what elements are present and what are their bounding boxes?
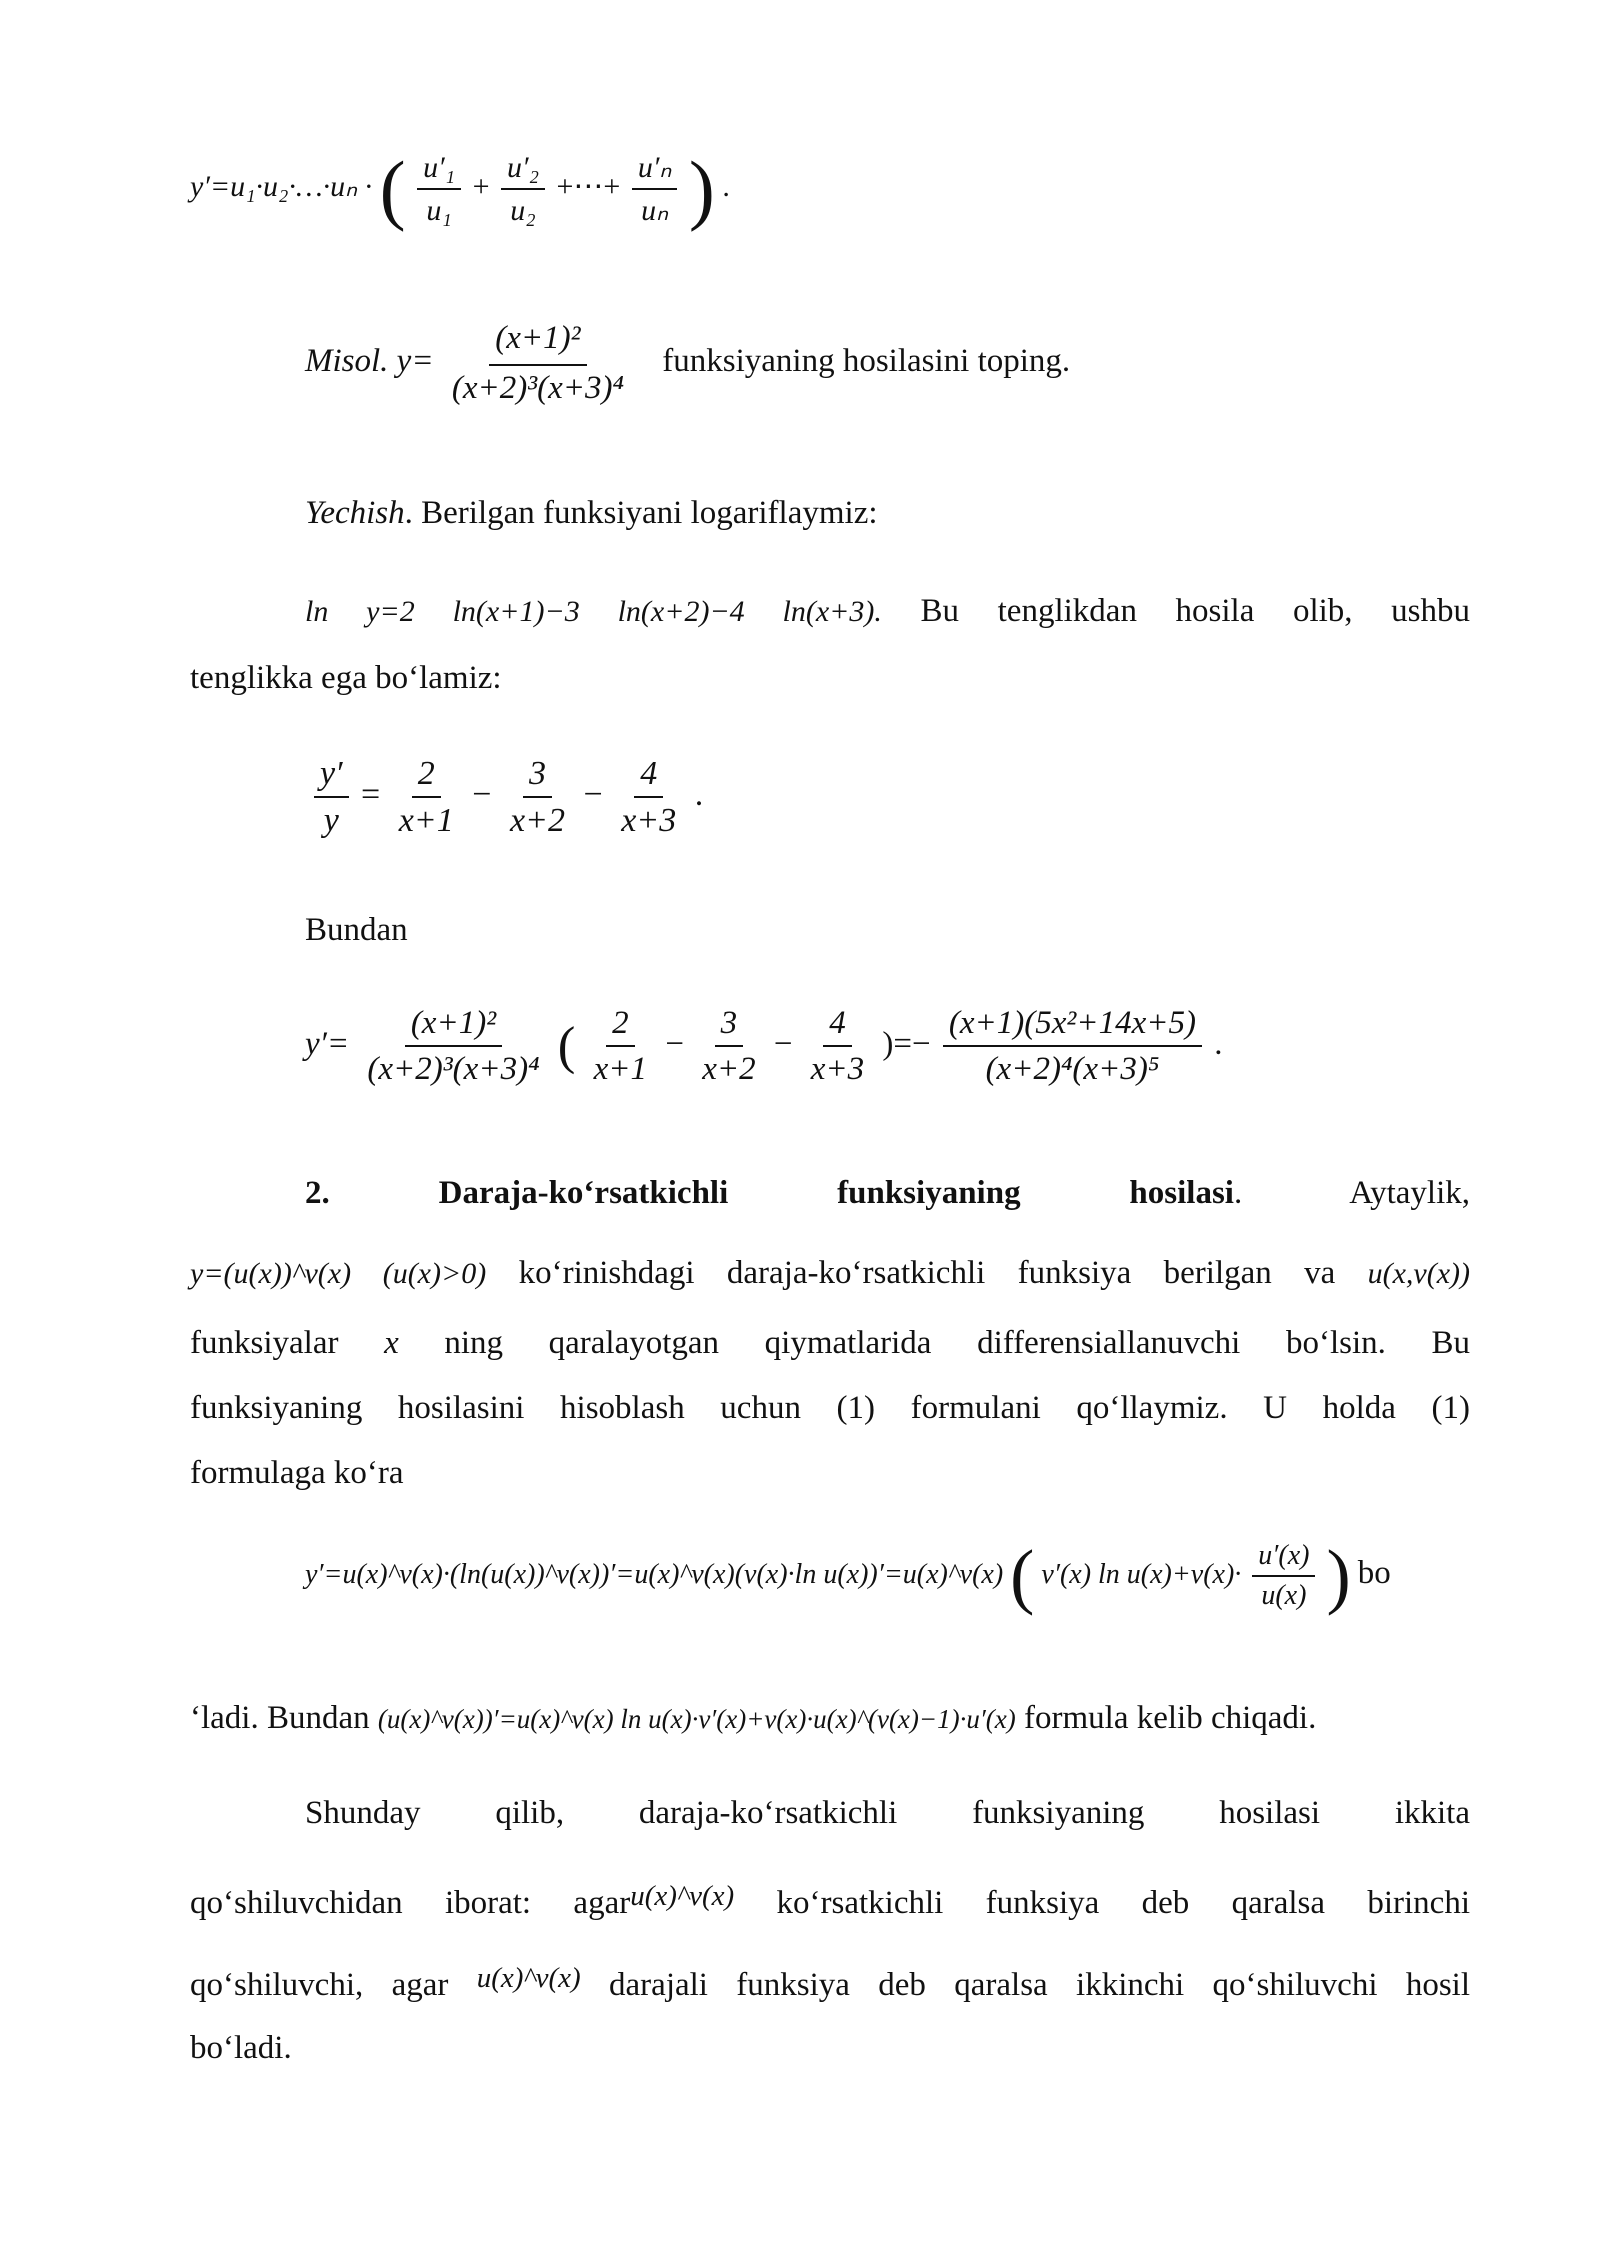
close-eq-neg: )=−: [882, 1025, 931, 1062]
result-t1-fraction: [588, 1005, 653, 1088]
lhs-den: y: [323, 802, 339, 840]
section2-after-title: . Aytaylik,: [1233, 1175, 1470, 1211]
lhs-fraction: [314, 755, 349, 840]
final-line3b: darajali funksiya deb qaralsa ikkinchi qo‘shiluvchi hosil: [609, 1967, 1471, 2003]
final-line2b: ko‘rsatkichli funksiya deb qaralsa birinchi: [776, 1885, 1470, 1921]
term1-fraction: [393, 755, 460, 840]
section2-formula2: u(x,v(x)): [1367, 1257, 1471, 1290]
fraction-2: [501, 151, 545, 227]
result-a-fraction: [361, 1005, 545, 1088]
term2-fraction: [504, 755, 571, 840]
result-t1-den: x+1: [593, 1051, 648, 1088]
section2-heading-line: [305, 1175, 1470, 1212]
final-expr-1: u(x)^v(x): [630, 1880, 735, 1912]
paren-open: (: [557, 1016, 576, 1075]
final-line2a: qo‘shiluvchidan iborat: agar: [190, 1885, 631, 1921]
result-equation: [305, 1005, 1222, 1088]
term3-num: 4: [634, 755, 663, 798]
result-y-eq: y′=: [305, 1025, 350, 1062]
period: .: [722, 169, 730, 203]
result-a-den: (x+2)³(x+3)⁴: [367, 1051, 540, 1088]
final-expr-2: u(x)^v(x): [476, 1962, 581, 1994]
formula-logarithmic-derivative: [190, 145, 730, 232]
section2-line2: [190, 1255, 1470, 1292]
term2-den: x+2: [509, 802, 565, 840]
big-formula-frac-den: u(x): [1261, 1580, 1307, 1612]
bundan-line: [305, 912, 408, 949]
big-formula-tail: bo: [1357, 1554, 1391, 1591]
example-denominator: (x+2)³(x+3)⁴: [451, 370, 624, 407]
term2-num: 3: [523, 755, 552, 798]
final-line4-text: bo‘ladi.: [190, 2030, 292, 2066]
result-r-num: (x+1)(5x²+14x+5): [943, 1005, 1202, 1047]
ladi-text-b: formula kelib chiqadi.: [1024, 1700, 1317, 1736]
log-text: Bu tenglikdan hosila olib, ushbu: [920, 593, 1470, 629]
result-t1-num: 2: [606, 1005, 635, 1047]
section2-line3: [190, 1325, 1470, 1362]
section2-line4-text: funksiyaning hosilasini hisoblash uchun (1) formulani qo‘llaymiz. U holda (1): [190, 1390, 1470, 1426]
final-line3a: qo‘shiluvchi, agar: [190, 1967, 449, 2003]
ladi-formula: (u(x)^v(x))′=u(x)^v(x) ln u(x)·v′(x)+v(x)·u(x)^(v(x)−1)·u′(x): [377, 1704, 1016, 1734]
fraction-1-den: u₁: [426, 194, 452, 227]
term1-num: 2: [412, 755, 441, 798]
final-line3: [190, 1962, 1470, 2004]
fraction-2-den: u₂: [510, 194, 536, 227]
paren-close: ): [688, 145, 715, 232]
formula-lhs: y′=u₁·u₂·…·uₙ ·: [190, 169, 373, 203]
section2-line4: [190, 1390, 1470, 1427]
result-t2-den: x+2: [702, 1051, 756, 1088]
example-line: [305, 320, 1070, 407]
big-formula: [305, 1535, 1391, 1616]
paren-close: ): [1326, 1535, 1351, 1616]
example-text: funksiyaning hosilasini toping.: [662, 342, 1071, 379]
paren-open: (: [1010, 1535, 1035, 1616]
result-t3-fraction: [805, 1005, 870, 1088]
period: .: [1214, 1025, 1223, 1062]
log-continuation-text: tenglikka ega bo‘lamiz:: [190, 660, 502, 696]
big-formula-inner: v′(x) ln u(x)+v(x)·: [1041, 1558, 1242, 1590]
example-numerator: (x+1)²: [489, 320, 586, 366]
log-formula: ln y=2 ln(x+1)−3 ln(x+2)−4 ln(x+3).: [305, 595, 882, 628]
ladi-text-a: ‘ladi. Bundan: [190, 1700, 370, 1736]
section2-line3b: ning qaralayotgan qiymatlarida differensiallanuvchi bo‘lsin. Bu: [444, 1325, 1471, 1361]
section2-x-var: x: [384, 1325, 399, 1361]
example-label: Misol.: [305, 342, 389, 379]
term3-den: x+3: [621, 802, 677, 840]
solution-text: . Berilgan funksiyani logariflaymiz:: [404, 495, 878, 531]
fraction-2-num: u′₂: [501, 151, 545, 190]
result-t3-den: x+3: [810, 1051, 865, 1088]
result-t2-num: 3: [715, 1005, 744, 1047]
fraction-1: [417, 151, 461, 227]
derivative-equation: [310, 755, 703, 840]
ladi-line: [190, 1700, 1316, 1737]
section2-line5: [190, 1455, 404, 1492]
solution-label: Yechish: [305, 495, 405, 531]
big-formula-frac-num: u′(x): [1252, 1541, 1315, 1578]
example-y-eq: y=: [396, 342, 434, 379]
fraction-n-den: uₙ: [641, 194, 669, 227]
minus-sign: −: [665, 1025, 684, 1062]
section2-formula1: y=(u(x))^v(x) (u(x)>0): [190, 1257, 487, 1290]
fraction-1-num: u′₁: [417, 151, 461, 190]
section2-title: Daraja-ko‘rsatkichli funksiyaning hosilasi: [438, 1175, 1234, 1211]
plus-sign: +: [472, 169, 490, 203]
section2-line5-text: formulaga ko‘ra: [190, 1455, 404, 1491]
paren-open: (: [379, 145, 406, 232]
equals-sign: =: [361, 776, 381, 814]
final-line4: [190, 2030, 292, 2067]
result-r-den: (x+2)⁴(x+3)⁵: [985, 1051, 1160, 1088]
minus-sign: −: [472, 776, 492, 814]
result-r-fraction: [943, 1005, 1202, 1088]
plus-dots: +⋯+: [556, 169, 621, 203]
fraction-n-num: u′ₙ: [632, 151, 678, 190]
minus-sign: −: [583, 776, 603, 814]
result-t2-fraction: [696, 1005, 761, 1088]
log-continuation: [190, 660, 502, 697]
final-line2: [190, 1880, 1470, 1922]
final-line1: [305, 1795, 1470, 1832]
minus-sign: −: [773, 1025, 793, 1062]
lhs-num: y′: [314, 755, 349, 798]
term3-fraction: [615, 755, 682, 840]
term1-den: x+1: [398, 802, 454, 840]
period: .: [694, 776, 704, 814]
log-line: [305, 593, 1470, 630]
big-formula-part1: y′=u(x)^v(x)·(ln(u(x))^v(x))′=u(x)^v(x)(v(x)·ln u(x))′=u(x)^v(x): [305, 1558, 1004, 1590]
result-a-num: (x+1)²: [405, 1005, 502, 1047]
section2-line2-text: ko‘rinishdagi daraja-ko‘rsatkichli funksiya berilgan va: [518, 1255, 1336, 1291]
result-t3-num: 4: [823, 1005, 852, 1047]
section2-number: 2.: [305, 1175, 330, 1211]
solution-line: [305, 495, 878, 532]
fraction-n: [632, 151, 678, 227]
big-formula-fraction: [1252, 1541, 1315, 1613]
final-line1-text: Shunday qilib, daraja-ko‘rsatkichli funksiyaning hosilasi ikkita: [305, 1795, 1470, 1831]
section2-line3a: funksiyalar: [190, 1325, 339, 1361]
bundan-text: Bundan: [305, 912, 408, 948]
example-fraction: [446, 320, 630, 407]
